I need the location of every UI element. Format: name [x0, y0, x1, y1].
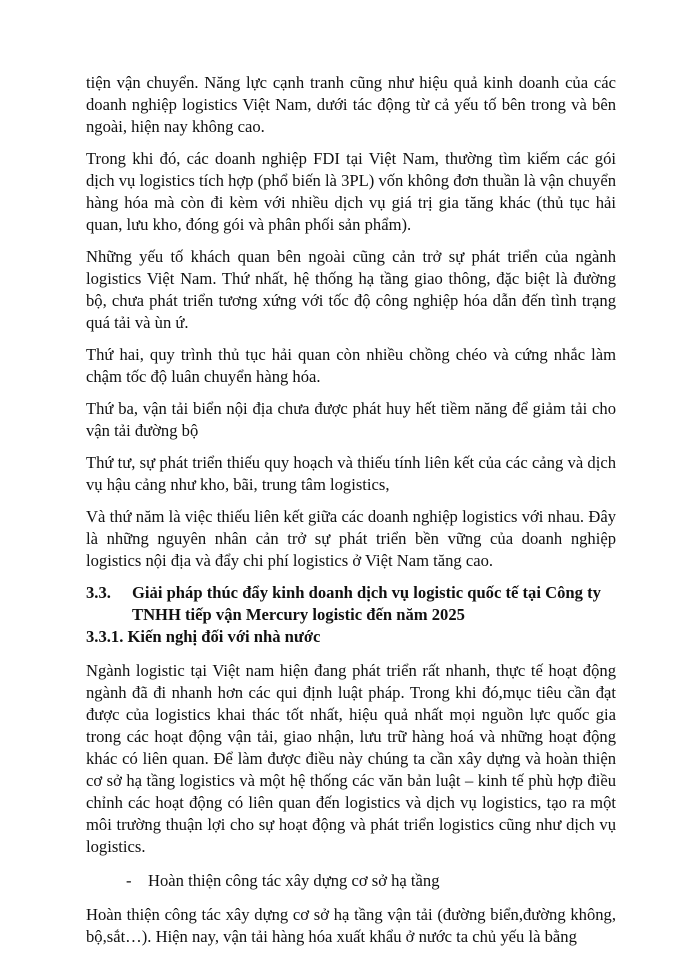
paragraph-fifth-reason: Và thứ năm là việc thiếu liên kết giữa các doanh nghiệp logistics với nhau. Đây là những nguyên nhân cản trở sự phát triển bền vững của doanh nghiệp logistics nội địa và đẩy chi phí logistics ở Việt Nam tăng cao.: [86, 507, 616, 570]
bullet-text: Hoàn thiện công tác xây dựng cơ sở hạ tầng: [148, 871, 440, 890]
paragraph-fdi: Trong khi đó, các doanh nghiệp FDI tại Việt Nam, thường tìm kiếm các gói dịch vụ logistics tích hợp (phổ biến là 3PL) vốn không đơn thuần là vận chuyển hàng hóa mà còn đi kèm với nhiều dịch vụ giá trị gia tăng khác (thủ tục hải quan, lưu kho, đóng gói và phân phối sản phẩm).: [86, 149, 616, 234]
document-page: [86, 72, 616, 960]
paragraph-last: Hoàn thiện công tác xây dựng cơ sở hạ tầng vận tải (đường biển,đường không, bộ,sắt…). Hiện nay, vận tải hàng hóa xuất khẩu ở nước ta chủ yếu là bằng: [86, 905, 616, 946]
bullet-item: [126, 870, 616, 892]
paragraph-second-reason: Thứ hai, quy trình thủ tục hải quan còn nhiều chồng chéo và cứng nhắc làm chậm tốc độ luân chuyển hàng hóa.: [86, 345, 616, 386]
paragraph-main: Ngành logistic tại Việt nam hiện đang phát triển rất nhanh, thực tế hoạt động ngành đã đi nhanh hơn các qui định luật pháp. Trong khi đó,mục tiêu cần đạt được của logistics khai thác tốt nhất, hiệu quả nhất mọi nguồn lực quốc gia trong các hoạt động vận tải, giao nhận, lưu trữ hàng hoá và những hoạt động khác có liên quan. Để làm được điều này chúng ta cần xây dựng và hoàn thiện cơ sở hạ tầng logistics và một hệ thống các văn bản luật – kinh tế phù hợp điều chỉnh các hoạt động có liên quan đến logistics và dịch vụ logistics, tạo ra một môi trường thuận lợi cho sự hoạt động và phát triển logistics cũng như dịch vụ logistics.: [86, 661, 616, 856]
bullet-marker: -: [126, 871, 132, 890]
section-number: 3.3.: [86, 583, 111, 602]
section-title: Giải pháp thúc đẩy kinh doanh dịch vụ logistic quốc tế tại Công ty TNHH tiếp vận Mercury logistic đến năm 2025: [132, 583, 601, 624]
paragraph-competitiveness: tiện vận chuyển. Năng lực cạnh tranh cũng như hiệu quả kinh doanh của các doanh nghiệp logistics Việt Nam, dưới tác động từ cả yếu tố bên trong và bên ngoài, hiện nay không cao.: [86, 73, 616, 136]
section-heading: [86, 582, 616, 626]
subsection-heading: 3.3.1. Kiến nghị đối với nhà nước: [86, 627, 321, 646]
paragraph-third-reason: Thứ ba, vận tải biển nội địa chưa được phát huy hết tiềm năng để giảm tải cho vận tải đường bộ: [86, 399, 616, 440]
paragraph-external-factors: Những yếu tố khách quan bên ngoài cũng cản trở sự phát triển của ngành logistics Việt Nam. Thứ nhất, hệ thống hạ tầng giao thông, đặc biệt là đường bộ, chưa phát triển tương xứng với tốc độ công nghiệp hóa dẫn đến tình trạng quá tải và ùn ứ.: [86, 247, 616, 332]
paragraph-fourth-reason: Thứ tư, sự phát triển thiếu quy hoạch và thiếu tính liên kết của các cảng và dịch vụ hậu cảng như kho, bãi, trung tâm logistics,: [86, 453, 616, 494]
